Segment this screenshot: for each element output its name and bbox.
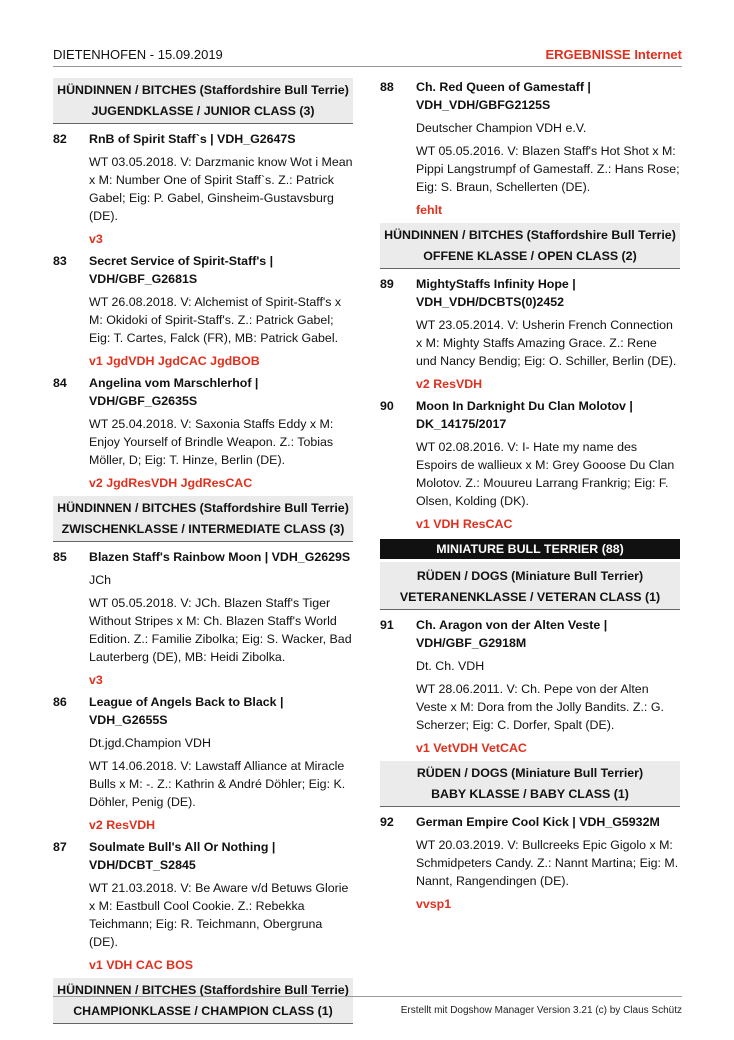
class-section-line: HÜNDINNEN / BITCHES (Staffordshire Bull Terrie) (57, 83, 349, 97)
dog-details: WT 21.03.2018. V: Be Aware v/d Betuws Glorie x M: Eastbull Cool Cookie. Z.: Rebekka Teichmann; Eig: R. Teichmann, Obergruna (DE). (89, 881, 349, 949)
dog-details: WT 25.04.2018. V: Saxonia Staffs Eddy x M: Enjoy Yourself of Brindle Weapon. Z.: Tobias Möller, D; Eig: T. Hinze, Berlin (DE). (89, 417, 334, 467)
dog-entry (380, 78, 680, 219)
class-section-header (380, 564, 680, 610)
catalog-number: 92 (380, 815, 394, 829)
left-column (53, 78, 353, 1030)
judging-result: v1 VDH ResCAC (416, 517, 513, 531)
dog-entry (53, 130, 353, 248)
footer-credit: Erstellt mit Dogshow Manager Version 3.21 (c) by Claus Schütz (400, 1005, 682, 1016)
dog-name: Angelina vom Marschlerhof | VDH/GBF_G2635S (89, 376, 259, 408)
judging-result: v2 JgdResVDH JgdResCAC (89, 476, 253, 490)
class-section-header (53, 78, 353, 124)
dog-name: League of Angels Back to Black | VDH_G2655S (89, 695, 284, 727)
class-section-line: RÜDEN / DOGS (Miniature Bull Terrier) (416, 569, 644, 583)
dog-name: Secret Service of Spirit-Staff's | VDH/GBF_G2681S (89, 254, 274, 286)
dog-details: WT 05.05.2016. V: Blazen Staff's Hot Shot x M: Pippi Langstrumpf of Gamestaff. Z.: Hans Rose; Eig: S. Braun, Schellerten (DE). (416, 144, 680, 194)
judging-result: v1 VetVDH VetCAC (416, 741, 527, 755)
class-section-line: JUGENDKLASSE / JUNIOR CLASS (3) (91, 104, 315, 118)
show-date-location: DIETENHOFEN - 15.09.2019 (53, 47, 223, 62)
class-section-line: BABY KLASSE / BABY CLASS (1) (431, 787, 629, 801)
judging-result: v3 (89, 232, 103, 246)
catalog-number: 82 (53, 132, 67, 146)
right-column (380, 78, 680, 917)
class-section-line: OFFENE KLASSE / OPEN CLASS (2) (423, 249, 637, 263)
page-header (53, 45, 682, 67)
judging-result: v1 JgdVDH JgdCAC JgdBOB (89, 354, 260, 368)
dog-entry (380, 397, 680, 533)
catalog-number: 90 (380, 399, 394, 413)
results-label: ERGEBNISSE Internet (545, 47, 682, 62)
dog-entry (53, 838, 353, 974)
dog-details: WT 26.08.2018. V: Alchemist of Spirit-Staff's x M: Okidoki of Spirit-Staff's. Z.: Patrick Gabel; Eig: T. Cartes, Falck (FR), MB: Patrick Gabel. (89, 295, 342, 345)
dog-name: Ch. Red Queen of Gamestaff | VDH_VDH/GBFG2125S (416, 80, 591, 112)
dog-title: Dt. Ch. VDH (416, 659, 485, 673)
class-section-header (53, 978, 353, 1024)
catalog-number: 86 (53, 695, 67, 709)
class-section-line: HÜNDINNEN / BITCHES (Staffordshire Bull Terrie) (57, 983, 349, 997)
dog-title: Deutscher Champion VDH e.V. (416, 121, 587, 135)
dog-name: Blazen Staff's Rainbow Moon | VDH_G2629S (89, 550, 351, 564)
dog-name: MightyStaffs Infinity Hope | VDH_VDH/DCBTS(0)2452 (416, 277, 576, 309)
dog-details: WT 23.05.2014. V: Usherin French Connection x M: Mighty Staffs Amazing Grace. Z.: Rene und Nancy Bendig; Eig: O. Schiller, Berlin (DE). (416, 318, 677, 368)
judging-result: v2 ResVDH (89, 818, 156, 832)
catalog-number: 85 (53, 550, 67, 564)
dog-entry (380, 275, 680, 393)
class-section-header (380, 761, 680, 807)
dog-name: RnB of Spirit Staff`s | VDH_G2647S (89, 132, 296, 146)
dog-name: Soulmate Bull's All Or Nothing | VDH/DCBT_S2845 (89, 840, 276, 872)
judging-result: vvsp1 (416, 897, 452, 911)
judging-result: fehlt (416, 203, 443, 217)
dog-entry (53, 693, 353, 834)
catalog-number: 87 (53, 840, 67, 854)
dog-entry (53, 548, 353, 689)
catalog-number: 89 (380, 277, 394, 291)
class-section-line: CHAMPIONKLASSE / CHAMPION CLASS (1) (73, 1004, 333, 1018)
dog-details: WT 02.08.2016. V: I- Hate my name des Espoirs de wallieux x M: Grey Gooose Du Clan Molotov. Z.: Mouureu Larrang Frankrig; Eig: F. Olsen, Kolding (DK). (416, 440, 675, 508)
catalog-number: 84 (53, 376, 67, 390)
class-section-line: ZWISCHENKLASSE / INTERMEDIATE CLASS (3) (61, 522, 345, 536)
dog-entry (380, 813, 680, 913)
dog-name: Moon In Darknight Du Clan Molotov | DK_14175/2017 (416, 399, 633, 431)
catalog-number: 88 (380, 80, 394, 94)
dog-title: Dt.jgd.Champion VDH (89, 736, 211, 750)
dog-title: JCh (89, 573, 112, 587)
class-section-line: VETERANENKLASSE / VETERAN CLASS (1) (399, 590, 661, 604)
class-section-line: RÜDEN / DOGS (Miniature Bull Terrier) (416, 766, 644, 780)
dog-details: WT 14.06.2018. V: Lawstaff Alliance at Miracle Bulls x M: -. Z.: Kathrin & André Döhler; Eig: K. Döhler, Penig (DE). (89, 759, 346, 809)
class-section-header (380, 223, 680, 269)
class-section-line: HÜNDINNEN / BITCHES (Staffordshire Bull Terrie) (57, 501, 349, 515)
judging-result: v1 VDH CAC BOS (89, 958, 193, 972)
dog-entry (53, 374, 353, 492)
judging-result: v2 ResVDH (416, 377, 483, 391)
catalog-number: 83 (53, 254, 67, 268)
dog-details: WT 28.06.2011. V: Ch. Pepe von der Alten Veste x M: Dora from the Jolly Bandits. Z.: G. Scherzer; Eig: C. Dorfer, Spalt (DE). (416, 682, 664, 732)
judging-result: v3 (89, 673, 103, 687)
dog-entry (380, 616, 680, 757)
breed-header: MINIATURE BULL TERRIER (88) (380, 539, 680, 562)
class-section-line: HÜNDINNEN / BITCHES (Staffordshire Bull Terrie) (384, 228, 676, 242)
dog-name: German Empire Cool Kick | VDH_G5932M (416, 815, 660, 829)
dog-name: Ch. Aragon von der Alten Veste | VDH/GBF_G2918M (416, 618, 608, 650)
dog-details: WT 05.05.2018. V: JCh. Blazen Staff's Tiger Without Stripes x M: Ch. Blazen Staff's World Edition. Z.: Familie Zibolka; Eig: S. Wacker, Bad Lauterberg (DE), MB: Heidi Zibolka. (89, 596, 352, 664)
dog-entry (53, 252, 353, 370)
catalog-number: 91 (380, 618, 394, 632)
class-section-header (53, 496, 353, 542)
dog-details: WT 03.05.2018. V: Darzmanic know Wot i Mean x M: Number One of Spirit Staff`s. Z.: Patrick Gabel; Eig: P. Gabel, Ginsheim-Gustavsburg (DE). (89, 155, 353, 223)
dog-details: WT 20.03.2019. V: Bullcreeks Epic Gigolo x M: Schmidpeters Candy. Z.: Nannt Martina; Eig: M. Nannt, Rangendingen (DE). (416, 838, 679, 888)
